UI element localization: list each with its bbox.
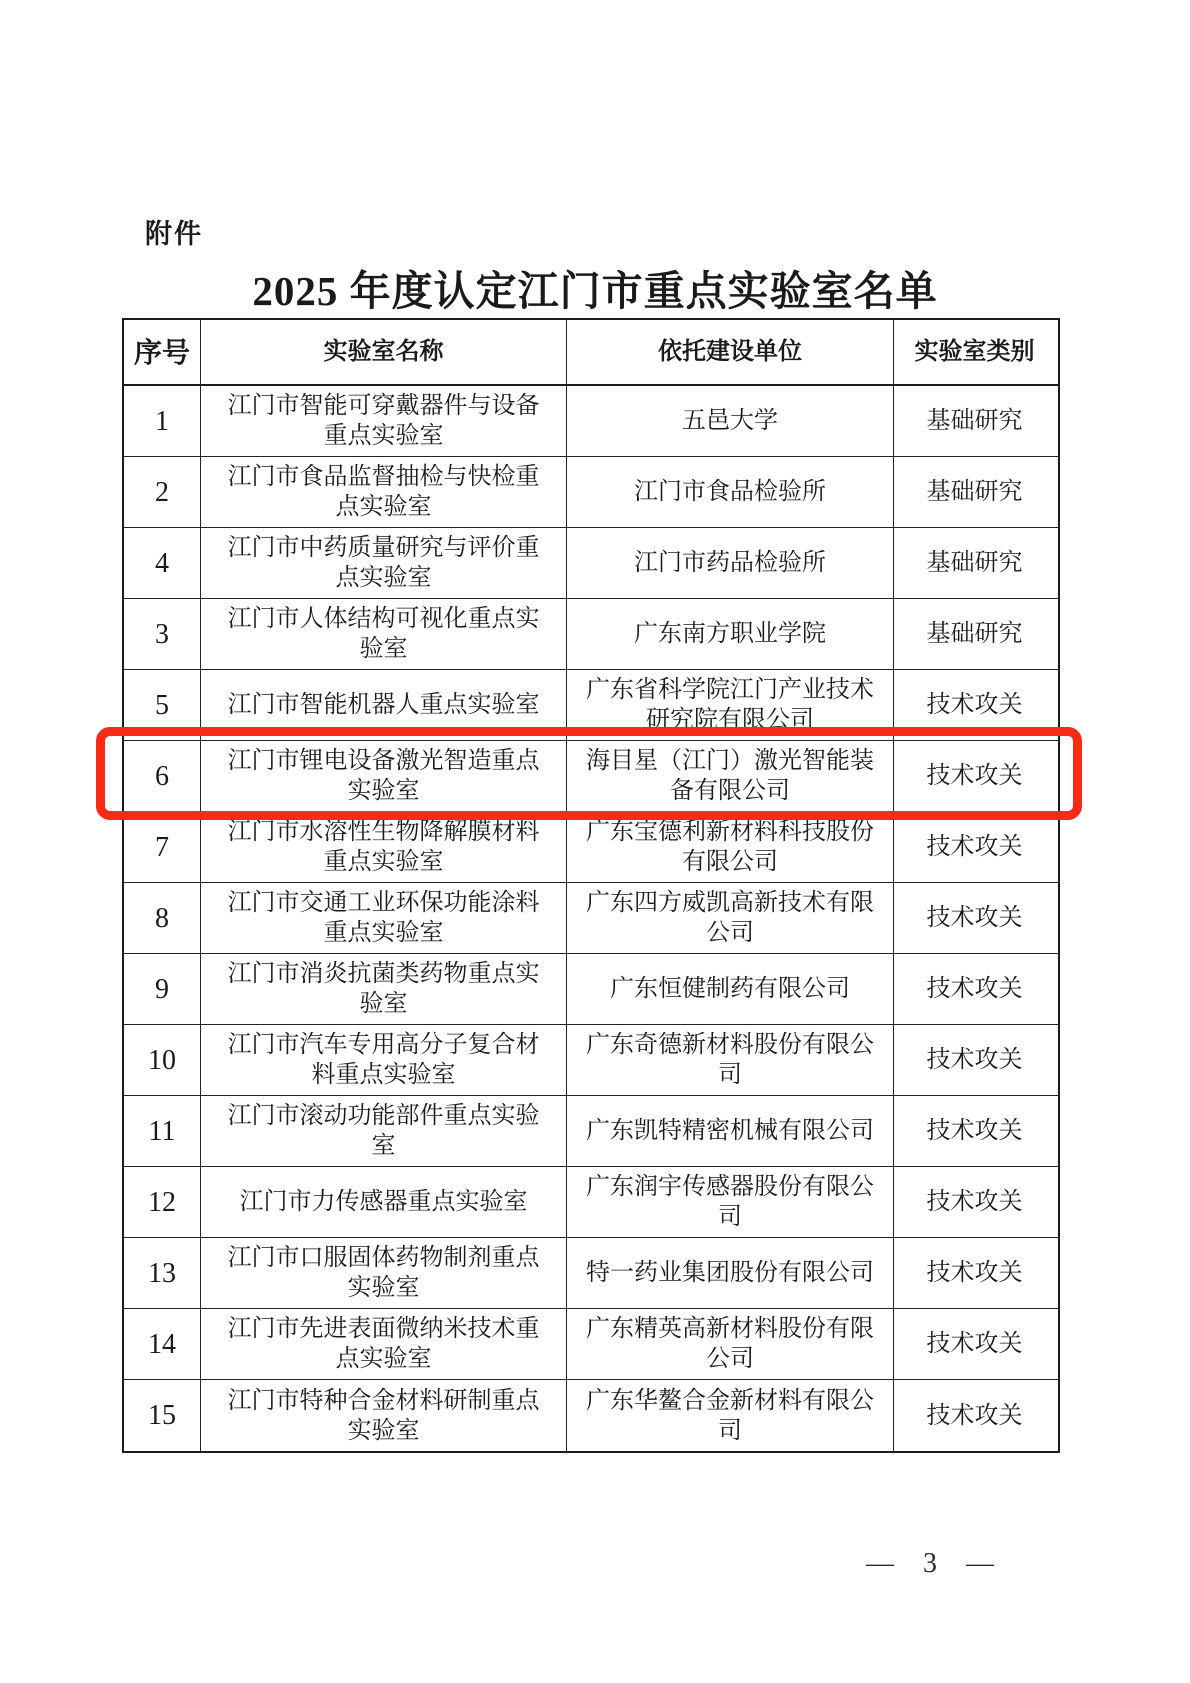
lab-name-cell: 江门市先进表面微纳米技术重点实验室	[200, 1309, 566, 1379]
lab-name-cell: 江门市智能机器人重点实验室	[200, 670, 566, 740]
table-row	[124, 954, 1058, 1025]
lab-name-cell: 江门市滚动功能部件重点实验室	[200, 1096, 566, 1166]
table-row	[124, 1380, 1058, 1451]
lab-name-cell: 江门市食品监督抽检与快检重点实验室	[200, 457, 566, 527]
lab-name-cell: 江门市交通工业环保功能涂料重点实验室	[200, 883, 566, 953]
org-cell: 广东凯特精密机械有限公司	[566, 1096, 893, 1166]
category-cell: 基础研究	[893, 528, 1055, 598]
header-cell-category: 实验室类别	[893, 320, 1055, 384]
category-cell: 技术攻关	[893, 670, 1055, 740]
table-row	[124, 457, 1058, 528]
org-cell: 广东南方职业学院	[566, 599, 893, 669]
lab-name-cell: 江门市口服固体药物制剂重点实验室	[200, 1238, 566, 1308]
category-cell: 技术攻关	[893, 1025, 1055, 1095]
lab-name-cell: 江门市汽车专用高分子复合材料重点实验室	[200, 1025, 566, 1095]
lab-name-cell: 江门市中药质量研究与评价重点实验室	[200, 528, 566, 598]
category-cell: 技术攻关	[893, 954, 1055, 1024]
org-cell: 广东精英高新材料股份有限公司	[566, 1309, 893, 1379]
org-cell: 特一药业集团股份有限公司	[566, 1238, 893, 1308]
lab-name-cell: 江门市人体结构可视化重点实验室	[200, 599, 566, 669]
row-number-cell: 2	[155, 476, 169, 508]
table-row	[124, 1238, 1058, 1309]
org-cell: 江门市药品检验所	[566, 528, 893, 598]
row-number-cell: 6	[155, 760, 169, 792]
category-cell: 技术攻关	[893, 812, 1055, 882]
table-header-row	[124, 320, 1058, 386]
row-number-cell: 12	[148, 1186, 176, 1218]
lab-name-cell: 江门市力传感器重点实验室	[200, 1167, 566, 1237]
org-cell: 广东润宇传感器股份有限公司	[566, 1167, 893, 1237]
category-cell: 技术攻关	[893, 1167, 1055, 1237]
category-cell: 基础研究	[893, 599, 1055, 669]
header-cell-number: 序号	[133, 336, 190, 368]
org-cell: 广东省科学院江门产业技术研究院有限公司	[566, 670, 893, 740]
org-cell: 广东恒健制药有限公司	[566, 954, 893, 1024]
category-cell: 技术攻关	[893, 1096, 1055, 1166]
attachment-label: 附件	[145, 219, 203, 249]
table-row	[124, 883, 1058, 954]
org-cell: 江门市食品检验所	[566, 457, 893, 527]
category-cell: 基础研究	[893, 386, 1055, 456]
org-cell: 广东奇德新材料股份有限公司	[566, 1025, 893, 1095]
row-number-cell: 3	[155, 618, 169, 650]
category-cell: 技术攻关	[893, 1309, 1055, 1379]
row-number-cell: 11	[148, 1115, 176, 1147]
header-cell-org: 依托建设单位	[566, 320, 893, 384]
table-row	[124, 1309, 1058, 1380]
lab-name-cell: 江门市水溶性生物降解膜材料重点实验室	[200, 812, 566, 882]
table-row	[124, 599, 1058, 670]
row-number-cell: 9	[155, 973, 169, 1005]
table-body	[124, 386, 1058, 1451]
document-title: 2025 年度认定江门市重点实验室名单	[252, 268, 938, 314]
row-number-cell: 8	[155, 902, 169, 934]
row-number-cell: 13	[148, 1257, 176, 1289]
table-row	[124, 812, 1058, 883]
row-number-cell: 15	[148, 1400, 176, 1431]
row-number-cell: 4	[155, 547, 169, 579]
table-row	[124, 1025, 1058, 1096]
category-cell: 技术攻关	[893, 883, 1055, 953]
labs-table	[122, 318, 1060, 1453]
lab-name-cell: 江门市特种合金材料研制重点实验室	[200, 1380, 566, 1451]
table-row	[124, 1096, 1058, 1167]
lab-name-cell: 江门市锂电设备激光智造重点实验室	[200, 741, 566, 811]
lab-name-cell: 江门市智能可穿戴器件与设备重点实验室	[200, 386, 566, 456]
category-cell: 基础研究	[893, 457, 1055, 527]
table-row	[124, 528, 1058, 599]
table-row	[124, 1167, 1058, 1238]
row-number-cell: 14	[148, 1328, 176, 1360]
page-number: — 3 —	[866, 1548, 994, 1579]
org-cell: 广东四方威凯高新技术有限公司	[566, 883, 893, 953]
table-row	[124, 670, 1058, 741]
org-cell: 五邑大学	[566, 386, 893, 456]
org-cell: 广东华鳌合金新材料有限公司	[566, 1380, 893, 1451]
org-cell: 广东宝德利新材料科技股份有限公司	[566, 812, 893, 882]
category-cell: 技术攻关	[893, 1380, 1055, 1451]
category-cell: 技术攻关	[893, 1238, 1055, 1308]
org-cell: 海目星（江门）激光智能装备有限公司	[566, 741, 893, 811]
row-number-cell: 5	[155, 689, 169, 721]
category-cell: 技术攻关	[893, 741, 1055, 811]
row-number-cell: 10	[148, 1044, 176, 1076]
row-number-cell: 1	[155, 405, 169, 437]
row-number-cell: 7	[155, 831, 169, 863]
table-row	[124, 386, 1058, 457]
lab-name-cell: 江门市消炎抗菌类药物重点实验室	[200, 954, 566, 1024]
table-row	[124, 741, 1058, 812]
header-cell-lab-name: 实验室名称	[200, 320, 566, 384]
